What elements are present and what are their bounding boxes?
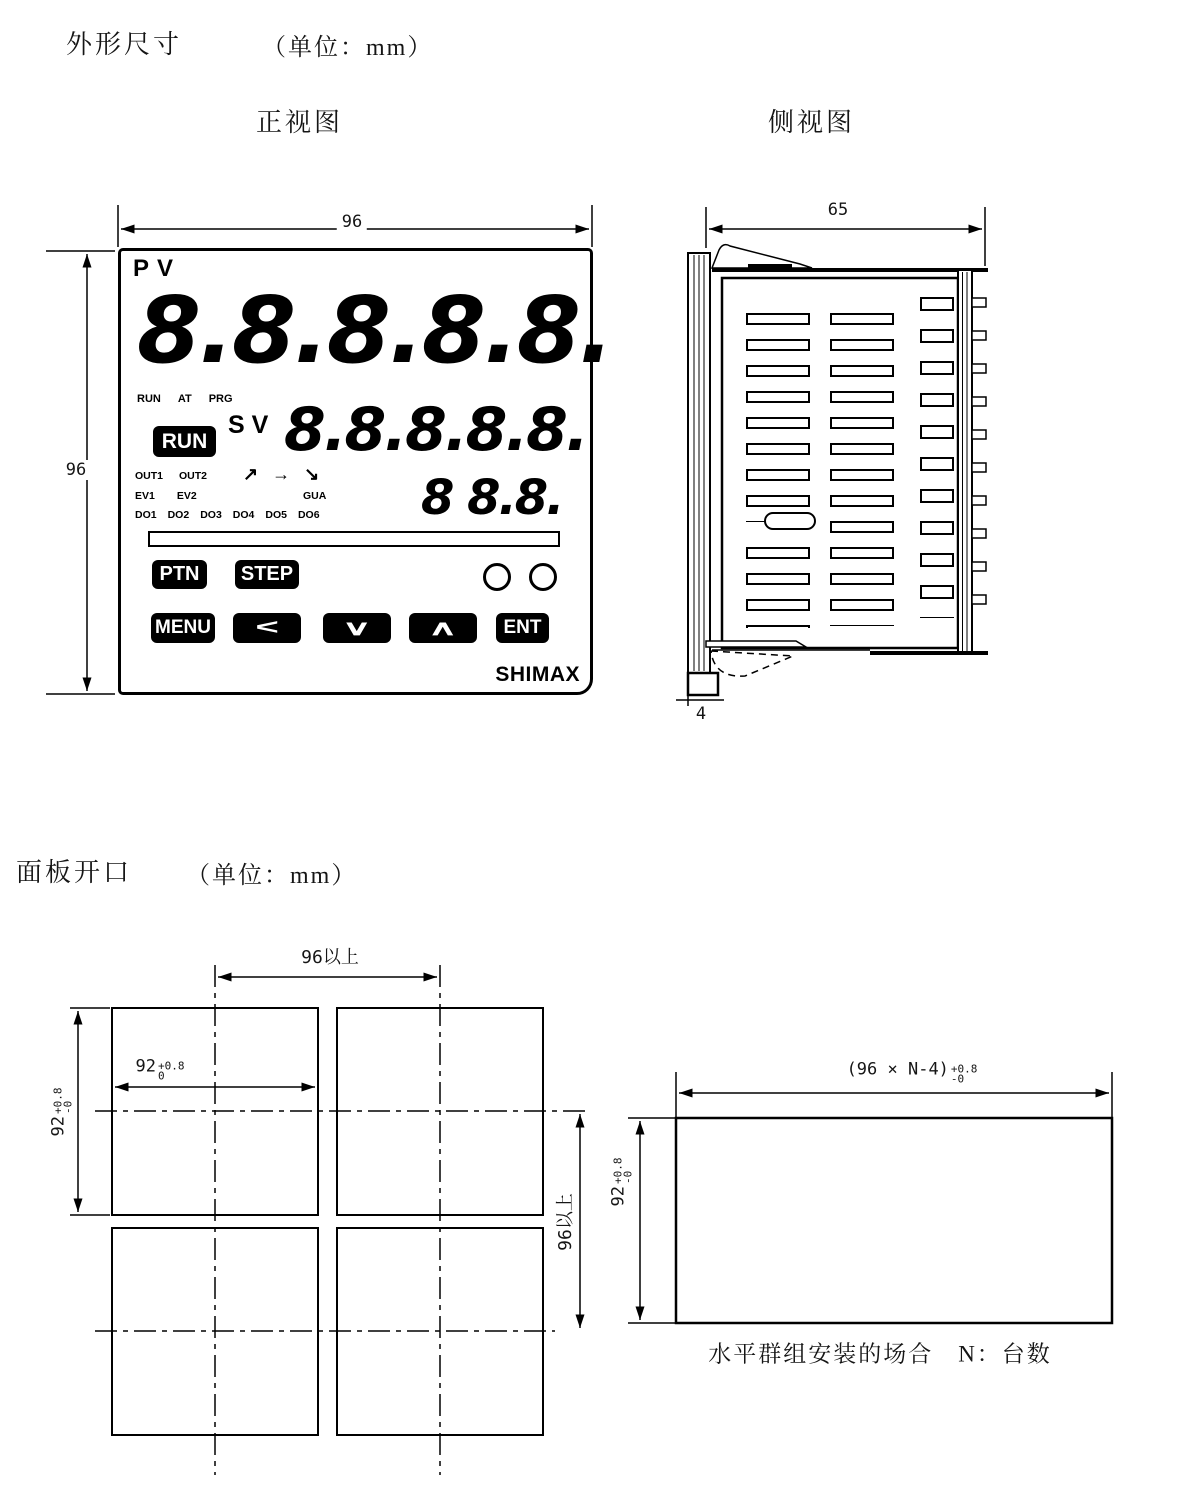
- sv-label: SV: [228, 411, 276, 439]
- status-indicator-row: [137, 393, 233, 405]
- group-height-value: 92: [608, 1186, 629, 1207]
- section1-unit: （单位：mm）: [262, 35, 434, 61]
- ev2-indicator: EV2: [176, 490, 197, 502]
- ev-indicator-row: [135, 490, 197, 502]
- ramp-down-arrow-icon: ↘: [304, 464, 320, 484]
- pv-display: 8.8.8.8.8.: [137, 277, 612, 384]
- tolerance-upper: +0.8: [51, 1087, 65, 1115]
- up-button: [409, 613, 477, 643]
- down-arrow-icon: ∨: [342, 616, 372, 640]
- ramp-up-arrow-icon: ↗: [243, 464, 259, 484]
- oval-opening: [765, 513, 815, 529]
- tolerance-lower: -0: [621, 1170, 635, 1185]
- prg-indicator: PRG: [208, 393, 233, 405]
- side-bezel-dimension: 4: [691, 704, 711, 724]
- center-lines: [95, 965, 590, 1475]
- section1-title: 外形尺寸: [66, 30, 183, 59]
- sv-display: 8.8.8.8.8.: [284, 395, 587, 465]
- group-height-tolerance: [611, 1157, 635, 1185]
- tolerance-lower: -0: [61, 1100, 75, 1115]
- tolerance-upper: +0.8: [950, 1062, 978, 1076]
- section2-unit: （单位：mm）: [186, 863, 358, 889]
- out-indicator-row: [135, 470, 207, 482]
- group-width-value: (96 × N-4): [846, 1059, 949, 1080]
- mounting-screw-hole-left: [483, 563, 511, 591]
- bezel-foot: [688, 673, 718, 695]
- group-width-tolerance: [950, 1062, 978, 1086]
- tolerance-lower: -0: [950, 1072, 965, 1086]
- vent-slots-right: [920, 296, 956, 618]
- group-cutout-rect: [676, 1118, 1112, 1323]
- ptn-button: [152, 560, 207, 589]
- vent-slots-middle: [830, 312, 896, 626]
- terminal-comb: [958, 270, 972, 653]
- mounting-screw-hole-right: [529, 563, 557, 591]
- ev1-indicator: EV1: [135, 490, 155, 502]
- group-mount-diagram: [628, 1072, 1112, 1323]
- left-arrow-icon: <: [255, 616, 279, 639]
- menu-button: [151, 613, 215, 643]
- vent-slots-left-upper: [746, 312, 812, 522]
- out1-indicator: OUT1: [135, 470, 164, 482]
- ptn-button-label: PTN: [159, 563, 200, 585]
- do5-indicator: DO5: [265, 509, 287, 521]
- do-indicator-row: [135, 509, 320, 521]
- step-button: [235, 560, 299, 589]
- side-view-drawing: [676, 207, 990, 706]
- clamp-tip: [748, 264, 792, 268]
- run-button: [153, 426, 216, 457]
- controller-front-panel: [118, 248, 612, 695]
- cutout-height-dimension: [49, 1083, 74, 1142]
- front-width-dimension: 96: [337, 212, 367, 232]
- ent-button: [496, 613, 549, 643]
- cutout-width-dimension: [131, 1057, 190, 1082]
- do2-indicator: DO2: [167, 509, 190, 521]
- vent-slots-left-lower: [746, 546, 812, 628]
- mounting-clamp-bottom: [711, 651, 793, 676]
- at-indicator: AT: [177, 393, 192, 405]
- cutout-height-value: 92: [48, 1116, 69, 1137]
- cutout-height-tolerance: [51, 1087, 75, 1115]
- down-button: [323, 613, 391, 643]
- pv-label: PV: [133, 255, 182, 282]
- menu-button-label: MENU: [155, 617, 211, 638]
- tolerance-upper: +0.8: [611, 1157, 625, 1185]
- bargraph-display: [148, 531, 560, 547]
- tolerance-upper: +0.8: [157, 1059, 185, 1073]
- step-button-label: STEP: [240, 563, 294, 585]
- brand-logo: SHIMAX: [495, 663, 580, 686]
- run-indicator: RUN: [137, 393, 161, 405]
- side-depth-dimension: 65: [823, 200, 853, 220]
- do4-indicator: DO4: [232, 509, 255, 521]
- do3-indicator: DO3: [200, 509, 222, 521]
- front-view-label: 正视图: [256, 108, 344, 137]
- panel-cutout-diagram: [70, 965, 590, 1475]
- gua-indicator: GUA: [303, 490, 327, 502]
- group-dimensions: [628, 1072, 1112, 1323]
- cutout-vpitch-dimension: 96以上: [551, 1188, 577, 1256]
- group-width-dimension: [842, 1060, 983, 1085]
- mounting-rail: [706, 641, 806, 647]
- group-mount-caption: 水平群组安装的场合 N：台数: [708, 1341, 1052, 1367]
- do6-indicator: DO6: [297, 509, 320, 521]
- side-view-label: 侧视图: [768, 108, 856, 137]
- section2-title: 面板开口: [16, 858, 133, 887]
- ramp-arrow-indicators: [243, 464, 319, 485]
- cutout-width-value: 92: [135, 1056, 156, 1077]
- ent-button-label: ENT: [503, 617, 542, 638]
- soak-arrow-icon: →: [272, 464, 291, 484]
- cutout-width-tolerance: [157, 1059, 185, 1083]
- cutout-hpitch-dimension: 96以上: [296, 943, 364, 969]
- front-height-dimension: 96: [61, 460, 91, 480]
- shift-left-button: [233, 613, 301, 643]
- run-button-label: RUN: [161, 429, 208, 453]
- do1-indicator: DO1: [135, 509, 157, 521]
- tolerance-lower: 0: [157, 1069, 165, 1083]
- out2-indicator: OUT2: [179, 470, 208, 482]
- aux-display: 8 8.8.: [421, 470, 563, 526]
- group-height-dimension: [609, 1153, 634, 1212]
- terminal-screws: [972, 295, 990, 615]
- cutout-dimensions: [70, 977, 580, 1328]
- up-arrow-icon: ∧: [428, 616, 458, 640]
